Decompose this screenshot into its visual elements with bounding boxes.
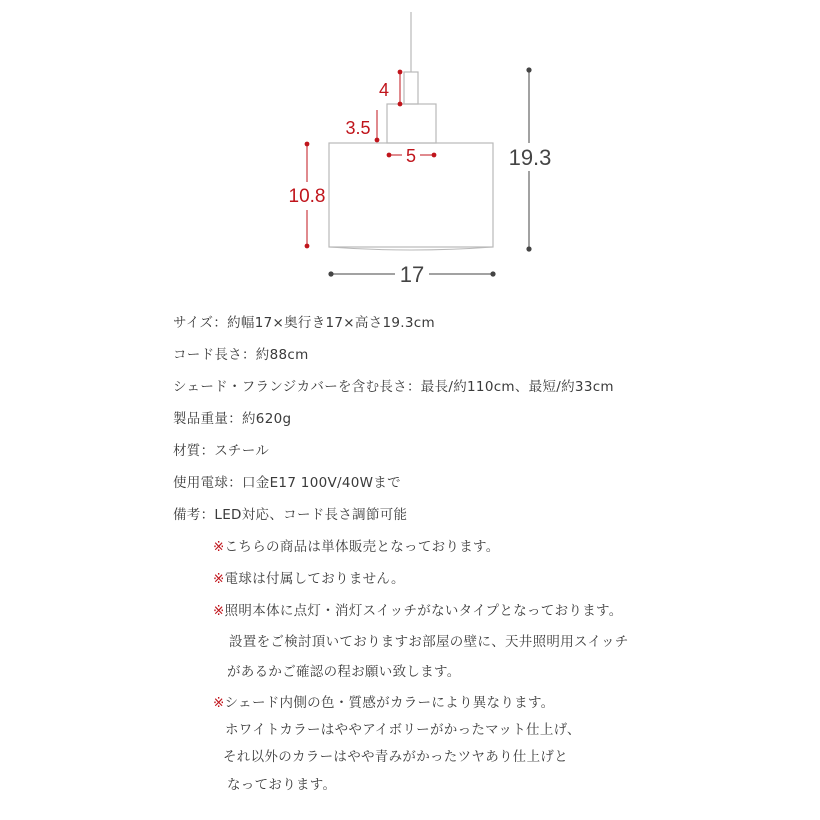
dim-total-height-dot-top bbox=[526, 67, 531, 72]
note-mark: ※ bbox=[213, 571, 225, 587]
note-2 bbox=[213, 569, 405, 589]
dim-shade-width-dot-right bbox=[490, 271, 495, 276]
dim-shade-height-dot-top bbox=[305, 142, 310, 147]
note-mark: ※ bbox=[213, 539, 225, 555]
spec-remarks: 備考：LED対応、コード長さ調節可能 bbox=[173, 507, 408, 523]
dim-total-height-dot-bottom bbox=[526, 246, 531, 251]
note-4-line-3: それ以外のカラーはやや青みがかったツヤあり仕上げと bbox=[223, 749, 568, 765]
spec-weight: 製品重量：約620g bbox=[173, 411, 292, 427]
note-3-line-3: があるかご確認の程お願い致します。 bbox=[227, 664, 461, 680]
spec-bulb: 使用電球：口金E17 100V/40Wまで bbox=[173, 475, 401, 491]
note-4-text: シェード内側の色・質感がカラーにより異なります。 bbox=[224, 695, 555, 711]
dim-cord-cap-dot-bottom bbox=[398, 102, 403, 107]
note-4-line-2: ホワイトカラーはややアイボリーがかったマット仕上げ、 bbox=[225, 722, 581, 738]
spec-total-length: シェード・フランジカバーを含む長さ：最長/約110cm、最短/約33cm bbox=[173, 379, 614, 395]
dim-flange-width-label: 5 bbox=[405, 146, 417, 166]
dim-total-height-label: 19.3 bbox=[508, 145, 552, 170]
dim-cord-cap-label: 4 bbox=[378, 80, 390, 100]
dim-shade-height-dot-bottom bbox=[305, 244, 310, 249]
note-3 bbox=[213, 601, 623, 621]
dim-shade-height-label: 10.8 bbox=[288, 186, 326, 207]
cord-cap bbox=[404, 72, 418, 104]
note-4-line-4: なっております。 bbox=[227, 777, 337, 793]
dim-flange-height-dot bbox=[375, 138, 380, 143]
note-3-text: 照明本体に点灯・消灯スイッチがないタイプとなっております。 bbox=[224, 603, 623, 619]
note-1 bbox=[213, 537, 500, 557]
note-4 bbox=[213, 693, 554, 713]
note-mark: ※ bbox=[213, 695, 225, 711]
note-2-text: 電球は付属しておりません。 bbox=[224, 571, 405, 587]
spec-size: サイズ：約幅17×奥行き17×高さ19.3cm bbox=[173, 315, 435, 331]
dim-shade-width-label: 17 bbox=[399, 262, 425, 287]
note-1-text: こちらの商品は単体販売となっております。 bbox=[224, 539, 500, 555]
dim-shade-width-dot-left bbox=[328, 271, 333, 276]
dim-flange-height-label: 3.5 bbox=[345, 118, 371, 138]
dim-flange-width-dot-right bbox=[432, 153, 437, 158]
dim-cord-cap-dot-top bbox=[398, 70, 403, 75]
spec-cord-length: コード長さ：約88cm bbox=[173, 347, 309, 363]
note-3-line-2: 設置をご検討頂いておりますお部屋の壁に、天井照明用スイッチ bbox=[229, 634, 629, 650]
flange-cover bbox=[387, 104, 436, 143]
note-mark: ※ bbox=[213, 603, 225, 619]
dim-flange-width-dot-left bbox=[387, 153, 392, 158]
pendant-dimension-diagram bbox=[0, 0, 820, 300]
spec-material: 材質：スチール bbox=[173, 443, 270, 459]
